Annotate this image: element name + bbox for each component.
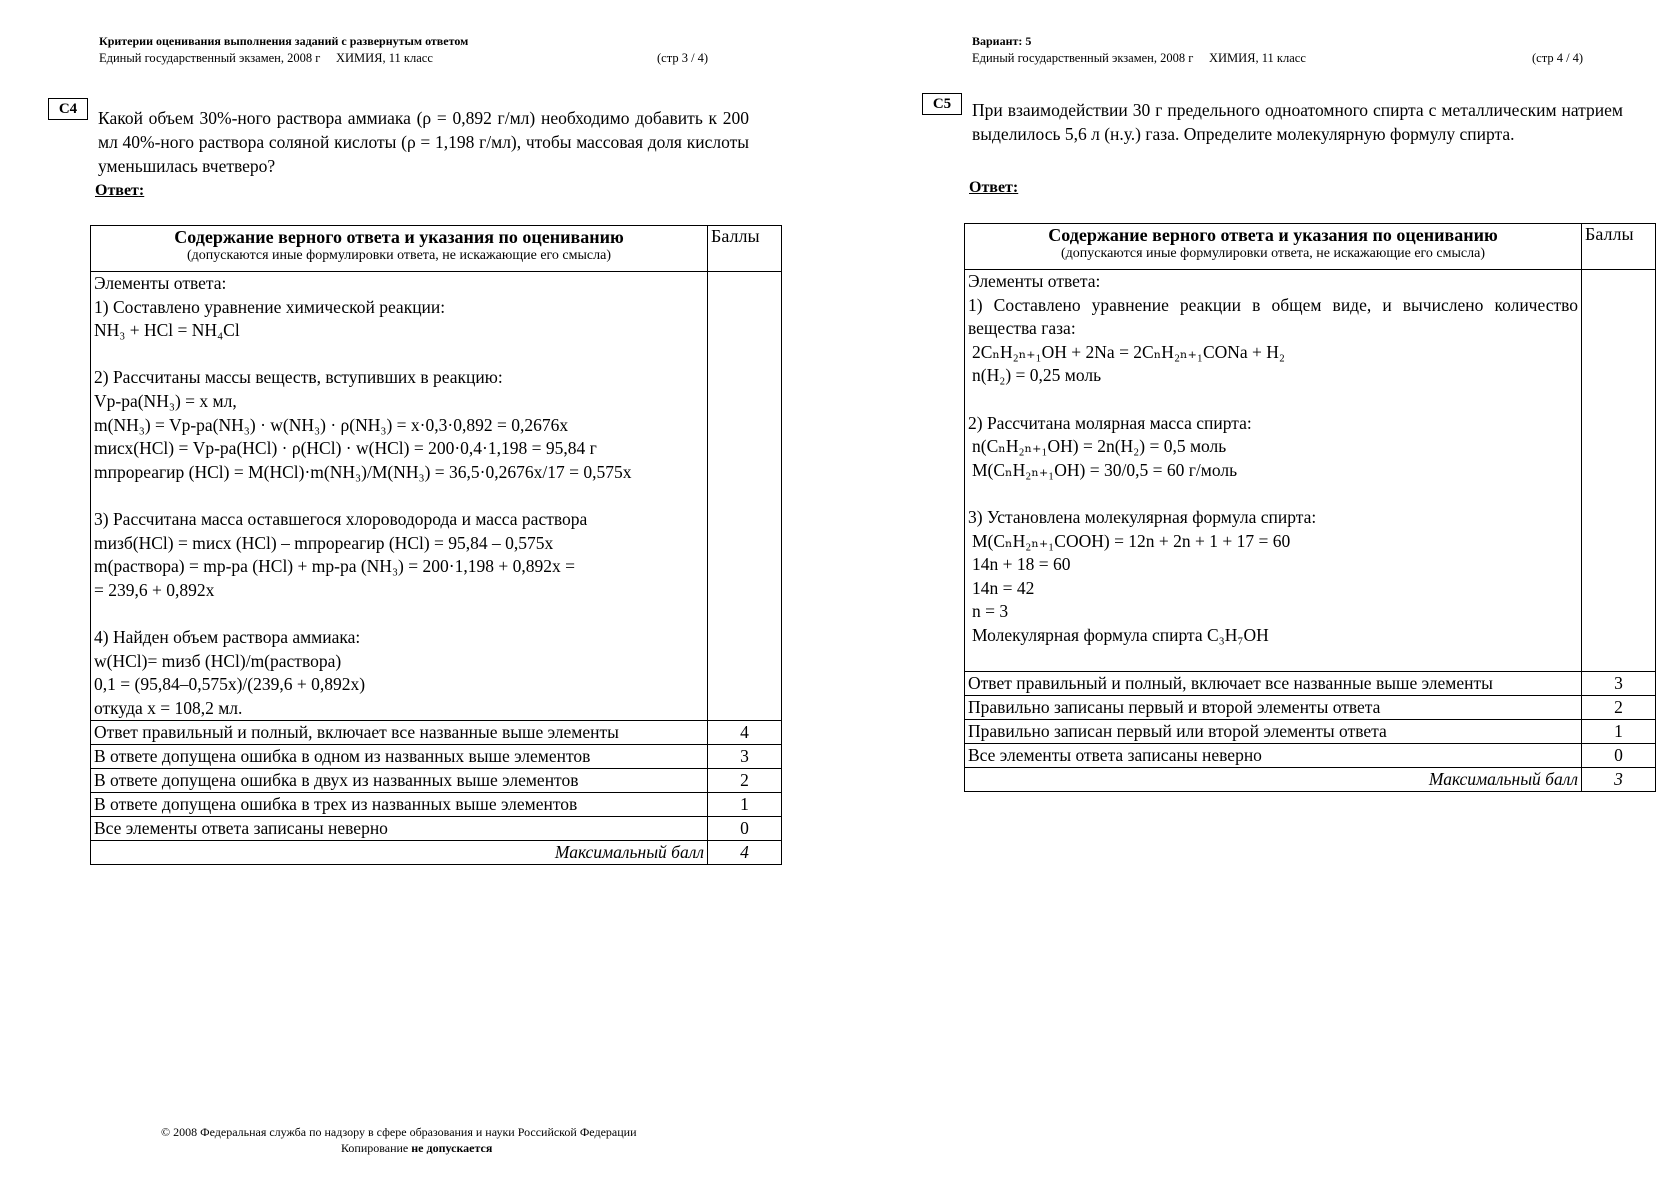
task-number-c4: С4 bbox=[48, 98, 88, 120]
score-points: 3 bbox=[708, 745, 782, 769]
right-header-title: Вариант: 5 bbox=[972, 34, 1032, 48]
score-points: 4 bbox=[708, 721, 782, 745]
table-header-row bbox=[965, 224, 1656, 270]
table-header-content bbox=[91, 226, 708, 272]
score-row bbox=[91, 721, 782, 745]
answer-label-c4: Ответ: bbox=[95, 182, 145, 199]
element-formula: n = 3 bbox=[972, 601, 1009, 622]
footer-copy-notice: Копирование не допускается bbox=[341, 1141, 493, 1155]
element-spacer bbox=[94, 602, 704, 626]
element-formula: 2CₙH₂ₙ₊₁OH + 2Na = 2CₙH₂ₙ₊₁CONa + H₂ bbox=[972, 341, 1286, 362]
task-number-c5: С5 bbox=[922, 93, 962, 115]
element-formula: откуда x = 108,2 мл. bbox=[94, 697, 243, 718]
element-formula: NH₃ + HCl = NH₄Cl bbox=[94, 320, 240, 341]
score-points: 1 bbox=[708, 793, 782, 817]
score-points: 2 bbox=[1582, 696, 1656, 720]
element-formula: 0,1 = (95,84–0,575x)/(239,6 + 0,892x) bbox=[94, 674, 366, 695]
element-formula: 14n = 42 bbox=[972, 577, 1035, 598]
score-criterion: В ответе допущена ошибка в двух из названных выше элементов bbox=[91, 769, 708, 793]
element-line: 3) Установлена молекулярная формула спирта: bbox=[968, 506, 1317, 527]
max-score-row bbox=[91, 841, 782, 865]
element-formula: w(HCl)= mизб (HCl)/m(раствора) bbox=[94, 650, 342, 671]
question-c4: Какой объем 30%-ного раствора аммиака (ρ = 0,892 г/мл) необходимо добавить к 200 мл 40%-ного раствора соляной кислоты (ρ = 1,198 г/мл), чтобы массовая доля кислоты уменьшилась вчетверо? bbox=[98, 108, 749, 176]
header-main: Содержание верного ответа и указания по оцениванию bbox=[1048, 225, 1498, 245]
element-formula: mизб(HCl) = mисх (HCl) – mпрореагир (HCl) = 95,84 – 0,575x bbox=[94, 532, 554, 553]
answer-label-c5: Ответ: bbox=[969, 179, 1019, 196]
left-header-subtitle: Единый государственный экзамен, 2008 г ХИМИЯ, 11 клacc bbox=[99, 51, 433, 65]
answer-elements-c4 bbox=[91, 272, 708, 721]
score-row bbox=[91, 793, 782, 817]
left-page-number: (стр 3 / 4) bbox=[657, 51, 709, 65]
element-line: 2) Рассчитаны массы веществ, вступивших в реакцию: bbox=[94, 367, 503, 388]
score-criterion: Правильно записан первый или второй элементы ответа bbox=[965, 720, 1582, 744]
table-header-content bbox=[965, 224, 1582, 270]
element-line: Элементы ответа: bbox=[94, 273, 227, 293]
score-row bbox=[965, 720, 1656, 744]
score-points: 0 bbox=[708, 817, 782, 841]
score-criterion: Все элементы ответа записаны неверно bbox=[91, 817, 708, 841]
score-row bbox=[91, 745, 782, 769]
score-row bbox=[91, 769, 782, 793]
criteria-table-c4 bbox=[90, 225, 782, 865]
elements-points-empty bbox=[1582, 270, 1656, 672]
score-criterion: Ответ правильный и полный, включает все названные выше элементы bbox=[91, 721, 708, 745]
element-line: 1) Составлено уравнение химической реакции: bbox=[94, 296, 446, 317]
elements-points-empty bbox=[708, 272, 782, 721]
element-formula: = 239,6 + 0,892x bbox=[94, 579, 215, 600]
header-points: Баллы bbox=[1582, 224, 1656, 270]
answer-elements-c5 bbox=[965, 270, 1582, 672]
table-header-row bbox=[91, 226, 782, 272]
element-line: 1) Составлено уравнение реакции в общем виде, и вычислено количество вещества газа: bbox=[968, 294, 1578, 339]
element-line: Элементы ответа: bbox=[968, 271, 1101, 291]
score-points: 2 bbox=[708, 769, 782, 793]
criteria-table-c5 bbox=[964, 223, 1656, 792]
element-formula: n(CₙH₂ₙ₊₁OH) = 2n(H₂) = 0,5 моль bbox=[972, 436, 1227, 457]
element-formula: mисх(HCl) = Vр-ра(HCl) · ρ(HCl) · w(HCl) = 200·0,4·1,198 = 95,84 г bbox=[94, 438, 597, 459]
max-score-row bbox=[965, 768, 1656, 792]
elements-row bbox=[965, 270, 1656, 672]
element-spacer bbox=[94, 484, 704, 508]
score-row bbox=[965, 744, 1656, 768]
element-formula: M(CₙH₂ₙ₊₁COOH) = 12n + 2n + 1 + 17 = 60 bbox=[972, 530, 1291, 551]
element-formula: M(CₙH₂ₙ₊₁OH) = 30/0,5 = 60 г/моль bbox=[972, 459, 1238, 480]
score-row bbox=[91, 817, 782, 841]
score-criterion: Правильно записаны первый и второй элементы ответа bbox=[965, 696, 1582, 720]
right-page-number: (стр 4 / 4) bbox=[1532, 51, 1584, 65]
header-note: (допускаются иные формулировки ответа, не искажающие его смысла) bbox=[187, 248, 611, 263]
element-line: 3) Рассчитана масса оставшегося хлороводорода и масса раствора bbox=[94, 508, 588, 529]
score-criterion: В ответе допущена ошибка в одном из названных выше элементов bbox=[91, 745, 708, 769]
footer-copyright: © 2008 Федеральная служба по надзору в сфере образования и науки Российской Федерации bbox=[161, 1125, 637, 1139]
score-row bbox=[965, 696, 1656, 720]
max-score-label: Максимальный балл bbox=[91, 841, 708, 865]
element-spacer bbox=[968, 482, 1578, 506]
element-formula: n(H₂) = 0,25 моль bbox=[972, 365, 1102, 386]
element-formula: Vр-ра(NH₃) = x мл, bbox=[94, 390, 237, 411]
element-formula: Молекулярная формула спирта C₃H₇OH bbox=[972, 624, 1269, 645]
score-points: 0 bbox=[1582, 744, 1656, 768]
header-note: (допускаются иные формулировки ответа, не искажающие его смысла) bbox=[1061, 246, 1485, 261]
right-header-subtitle: Единый государственный экзамен, 2008 г ХИМИЯ, 11 клacc bbox=[972, 51, 1306, 65]
element-formula: 14n + 18 = 60 bbox=[972, 554, 1071, 575]
elements-row bbox=[91, 272, 782, 721]
header-main: Содержание верного ответа и указания по оцениванию bbox=[174, 227, 624, 247]
element-line: 2) Рассчитана молярная масса спирта: bbox=[968, 412, 1252, 433]
element-spacer bbox=[968, 648, 1578, 672]
score-criterion: Ответ правильный и полный, включает все названные выше элементы bbox=[965, 672, 1582, 696]
max-score-value: 3 bbox=[1582, 768, 1656, 792]
element-spacer bbox=[94, 343, 704, 367]
left-header-title: Критерии оценивания выполнения заданий с развернутым ответом bbox=[99, 34, 469, 48]
element-formula: m(NH₃) = Vр-ра(NH₃) · w(NH₃) · ρ(NH₃) = x·0,3·0,892 = 0,2676x bbox=[94, 414, 569, 435]
element-line: 4) Найден объем раствора аммиака: bbox=[94, 626, 361, 647]
score-criterion: Все элементы ответа записаны неверно bbox=[965, 744, 1582, 768]
element-formula: m(раствора) = mр-ра (HCl) + mр-ра (NH₃) = 200·1,198 + 0,892x = bbox=[94, 556, 575, 577]
header-points: Баллы bbox=[708, 226, 782, 272]
max-score-label: Максимальный балл bbox=[965, 768, 1582, 792]
max-score-value: 4 bbox=[708, 841, 782, 865]
score-points: 3 bbox=[1582, 672, 1656, 696]
score-criterion: В ответе допущена ошибка в трех из названных выше элементов bbox=[91, 793, 708, 817]
score-points: 1 bbox=[1582, 720, 1656, 744]
score-row bbox=[965, 672, 1656, 696]
element-formula: mпрореагир (HCl) = M(HCl)·m(NH₃)/M(NH₃) = 36,5·0,2676x/17 = 0,575x bbox=[94, 461, 632, 482]
element-spacer bbox=[968, 388, 1578, 412]
question-c5: При взаимодействии 30 г предельного одноатомного спирта с металлическим натрием выделилось 5,6 л (н.у.) газа. Определите молекулярную формулу спирта. bbox=[972, 100, 1623, 144]
